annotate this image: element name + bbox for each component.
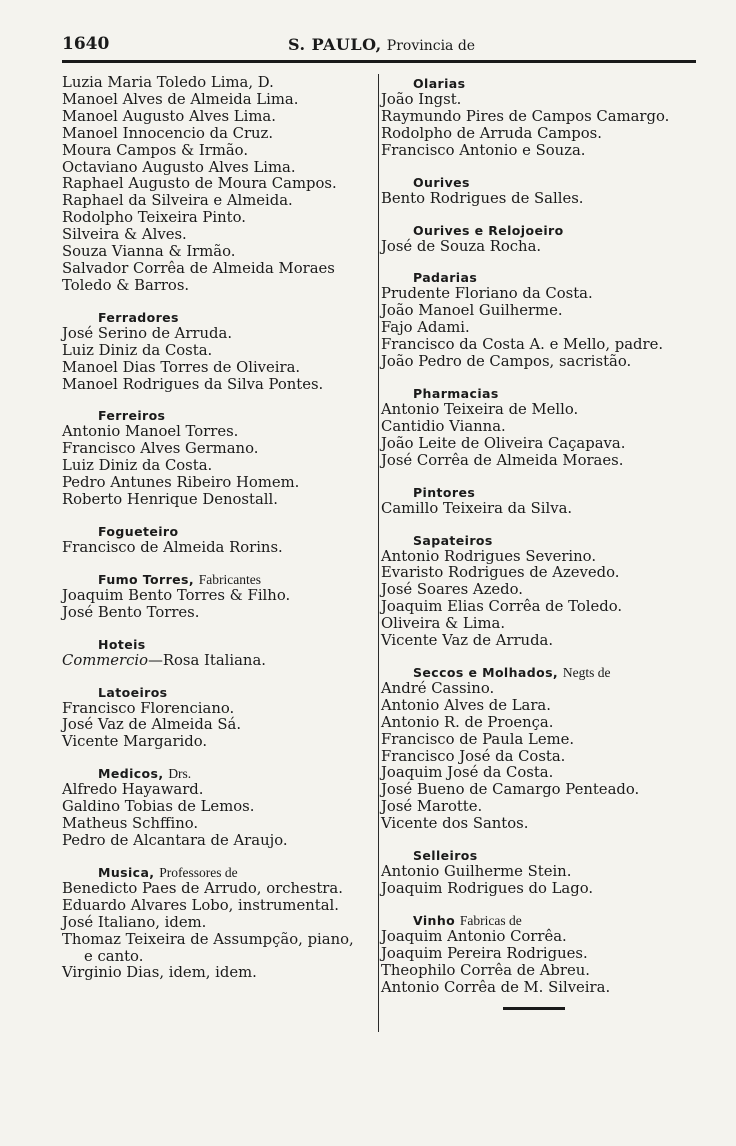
section-heading-text: Olarias xyxy=(413,76,466,91)
section-heading-text: Musica, xyxy=(98,864,155,880)
directory-entry: José de Souza Rocha. xyxy=(381,237,542,255)
directory-entry: José Soares Azedo. xyxy=(381,581,523,599)
directory-entry: Vicente Vaz de Arruda. xyxy=(381,632,554,650)
directory-entry: Rodolpho Teixeira Pinto. xyxy=(62,209,246,227)
running-title-province: Provincia de xyxy=(386,38,476,54)
section-heading-text: Ferradores xyxy=(98,309,179,325)
directory-entry: Antonio Teixeira de Mello. xyxy=(381,400,579,418)
entry-continuation: e canto. xyxy=(84,947,144,965)
directory-entry: Salvador Corrêa de Almeida Moraes xyxy=(62,259,335,277)
directory-entry: Joaquim Elias Corrêa de Toledo. xyxy=(381,598,623,616)
directory-entry: Benedicto Paes de Arrudo, orchestra. xyxy=(62,879,343,897)
directory-entry: Luiz Diniz da Costa. xyxy=(62,341,213,359)
directory-entry: Francisco de Almeida Rorins. xyxy=(62,538,283,556)
directory-entry: Pedro Antunes Ribeiro Homem. xyxy=(62,474,300,492)
directory-entry: José Bueno de Camargo Penteado. xyxy=(381,781,640,799)
section-heading xyxy=(381,847,697,864)
directory-entry: José Corrêa de Almeida Moraes. xyxy=(381,451,624,469)
section-heading xyxy=(381,484,697,501)
directory-entry: Joaquim José da Costa. xyxy=(381,764,554,782)
section-heading-text: Medicos, xyxy=(98,766,164,782)
directory-entry: Matheus Schffino. xyxy=(62,815,199,833)
section-heading-text: Selleiros xyxy=(413,848,478,864)
directory-entry: Alfredo Hayaward. xyxy=(62,781,204,799)
section-heading-text: Padarias xyxy=(413,270,478,286)
directory-entry: Joaquim Bento Torres & Filho. xyxy=(62,586,291,604)
directory-entry: Manoel Dias Torres de Oliveira. xyxy=(62,358,301,376)
directory-section xyxy=(62,864,376,982)
directory-entry: Theophilo Corrêa de Abreu. xyxy=(381,961,590,979)
directory-entry: Prudente Floriano da Costa. xyxy=(381,285,593,303)
directory-entry: Raymundo Pires de Campos Camargo. xyxy=(381,107,670,125)
directory-entry: João Leite de Oliveira Caçapava. xyxy=(381,434,626,452)
directory-section xyxy=(381,847,697,898)
directory-section xyxy=(381,222,697,256)
directory-entry: Antonio R. de Proença. xyxy=(381,713,554,731)
end-rule xyxy=(503,1007,565,1010)
directory-section xyxy=(62,684,376,752)
directory-entry xyxy=(62,932,376,966)
directory-entry: Souza Vianna & Irmão. xyxy=(62,243,236,261)
directory-section xyxy=(381,269,697,371)
directory-entry: Evaristo Rodrigues de Azevedo. xyxy=(381,564,620,582)
directory-entry: Camillo Teixeira da Silva. xyxy=(381,499,573,517)
entry-italic: Commercio xyxy=(62,651,149,669)
directory-entry: Eduardo Alvares Lobo, instrumental. xyxy=(62,896,339,914)
directory-entry: José Bento Torres. xyxy=(62,603,200,621)
page-number: 1640 xyxy=(62,34,110,54)
right-column xyxy=(381,75,697,1010)
section-heading xyxy=(381,222,697,239)
directory-entry: André Cassino. xyxy=(381,679,495,697)
section-heading-sub: Fabricantes xyxy=(198,571,262,587)
directory-entry: Manoel Rodrigues da Silva Pontes. xyxy=(62,375,324,393)
directory-entry: Manoel Augusto Alves Lima. xyxy=(62,107,276,125)
running-title xyxy=(288,35,475,54)
section-heading-text: Fumo Torres, xyxy=(98,571,195,587)
section-heading xyxy=(62,571,376,588)
directory-entry: Antonio Alves de Lara. xyxy=(381,696,551,714)
section-heading-sub: Fabricas de xyxy=(459,912,522,928)
directory-section xyxy=(381,912,697,997)
section-heading-text: Pharmacias xyxy=(413,385,499,401)
section-heading-text: Fogueteiro xyxy=(98,523,179,539)
directory-entry: Moura Campos & Irmão. xyxy=(62,141,249,159)
directory-entry: Bento Rodrigues de Salles. xyxy=(381,189,584,207)
entry-text: —Rosa Italiana. xyxy=(148,651,266,669)
directory-entry: Joaquim Antonio Corrêa. xyxy=(381,927,567,945)
directory-entry: Rodolpho de Arruda Campos. xyxy=(381,124,602,142)
section-heading xyxy=(62,407,376,424)
directory-entry: Cantidio Vianna. xyxy=(381,417,506,435)
directory-section xyxy=(381,532,697,650)
directory-entry: Joaquim Rodrigues do Lago. xyxy=(381,880,594,897)
directory-entry: Luiz Diniz da Costa. xyxy=(62,457,213,475)
section-heading xyxy=(381,912,697,929)
directory-entry: João Pedro de Campos, sacristão. xyxy=(381,353,632,371)
directory-entry: Pedro de Alcantara de Araujo. xyxy=(62,832,288,849)
section-heading xyxy=(62,684,376,701)
section-heading-sub: Negts de xyxy=(562,664,611,680)
directory-entry: Silveira & Alves. xyxy=(62,226,187,244)
section-heading xyxy=(381,174,697,191)
section-heading-text: Latoeiros xyxy=(98,684,168,700)
directory-entry: Joaquim Pereira Rodrigues. xyxy=(381,944,588,962)
directory-entry: Francisco Antonio e Souza. xyxy=(381,141,586,159)
directory-entry: José Vaz de Almeida Sá. xyxy=(62,716,242,734)
directory-entry: José Serino de Arruda. xyxy=(62,324,233,342)
section-heading-text: Seccos e Molhados, xyxy=(413,664,559,680)
directory-section xyxy=(381,75,697,160)
directory-section xyxy=(62,309,376,394)
directory-section xyxy=(381,174,697,208)
section-heading-text: Sapateiros xyxy=(413,532,493,548)
section-heading-text: Ferreiros xyxy=(98,408,166,424)
section-heading xyxy=(381,664,697,681)
section-heading xyxy=(381,385,697,402)
directory-entry: José Marotte. xyxy=(381,798,483,816)
running-title-city: S. PAULO, xyxy=(288,35,382,54)
section-heading xyxy=(381,269,697,286)
directory-entry: Manoel Alves de Almeida Lima. xyxy=(62,90,299,108)
directory-section xyxy=(62,407,376,509)
section-heading xyxy=(62,309,376,326)
section-heading-text: Ourives e Relojoeiro xyxy=(413,222,564,238)
section-heading-text: Pintores xyxy=(413,484,476,500)
directory-entry: Antonio Guilherme Stein. xyxy=(381,863,572,881)
directory-entry: Galdino Tobias de Lemos. xyxy=(62,798,255,816)
section-heading xyxy=(381,532,697,549)
directory-entry: Francisco de Paula Leme. xyxy=(381,730,575,748)
directory-section xyxy=(62,523,376,557)
directory-entry: Luzia Maria Toledo Lima, D. xyxy=(62,74,274,91)
directory-entry: Roberto Henrique Denostall. xyxy=(62,491,278,509)
directory-section xyxy=(381,664,697,833)
directory-entry: Vicente dos Santos. xyxy=(381,815,529,833)
left-column xyxy=(62,75,376,982)
column-divider xyxy=(378,74,379,1032)
directory-entry: Raphael da Silveira e Almeida. xyxy=(62,192,293,210)
section-heading-text: Ourives xyxy=(413,174,470,190)
directory-section xyxy=(381,484,697,518)
section-heading xyxy=(62,523,376,540)
directory-entry: Francisco da Costa A. e Mello, padre. xyxy=(381,336,664,354)
directory-entry: Oliveira & Lima. xyxy=(381,615,506,633)
directory-entry: Antonio Rodrigues Severino. xyxy=(381,547,597,565)
directory-entry: Francisco Florenciano. xyxy=(62,699,235,717)
section-heading xyxy=(381,75,697,92)
directory-entry: Toledo & Barros. xyxy=(62,276,190,294)
header-rule xyxy=(62,60,696,63)
directory-entry xyxy=(62,653,376,670)
directory-entry: Virginio Dias, idem, idem. xyxy=(62,964,257,982)
directory-entry: Antonio Manoel Torres. xyxy=(62,423,239,441)
section-heading-sub: Drs. xyxy=(168,766,192,782)
directory-section xyxy=(62,765,376,850)
section-heading-text: Vinho xyxy=(413,912,456,928)
directory-section xyxy=(62,636,376,670)
directory-entry: Vicente Margarido. xyxy=(62,733,208,751)
section-heading xyxy=(62,765,376,782)
section-heading-text: Hoteis xyxy=(98,636,146,652)
directory-entry: Raphael Augusto de Moura Campos. xyxy=(62,175,337,193)
directory-entry: Antonio Corrêa de M. Silveira. xyxy=(381,978,611,996)
directory-entry: João Manoel Guilherme. xyxy=(381,302,563,320)
section-heading xyxy=(62,636,376,653)
directory-entry: João Ingst. xyxy=(381,91,462,108)
directory-entry: Francisco José da Costa. xyxy=(381,747,566,765)
directory-entry: Octaviano Augusto Alves Lima. xyxy=(62,158,296,176)
directory-entry: Manoel Innocencio da Cruz. xyxy=(62,124,274,142)
directory-section xyxy=(381,385,697,470)
section-heading-sub: Professores de xyxy=(159,864,238,880)
directory-section xyxy=(62,571,376,622)
section-heading xyxy=(62,864,376,881)
directory-entry: José Italiano, idem. xyxy=(62,913,207,931)
directory-entry: Francisco Alves Germano. xyxy=(62,440,259,458)
directory-entry: Fajo Adami. xyxy=(381,319,470,337)
directory-section xyxy=(62,75,376,295)
entry-text: Thomaz Teixeira de Assumpção, piano, xyxy=(62,930,354,948)
